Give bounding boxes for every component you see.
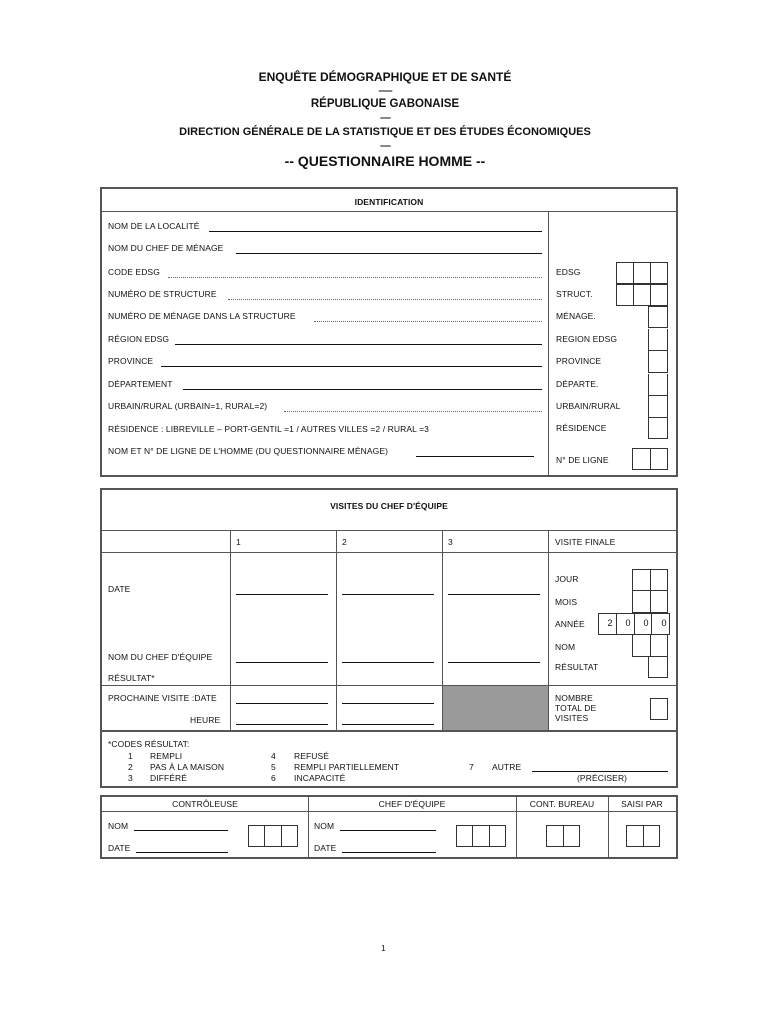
final-day-label: JOUR — [555, 574, 579, 584]
visit-2-chief-field[interactable] — [342, 662, 434, 663]
page-number: 1 — [381, 943, 386, 953]
household-number-label: NUMÉRO DE MÉNAGE DANS LA STRUCTURE — [108, 311, 296, 321]
code-label-departement: DÉPARTE. — [556, 379, 599, 389]
result-code-text: REFUSÉ — [294, 751, 330, 761]
household-head-field[interactable] — [236, 253, 542, 254]
visit-col-final: VISITE FINALE — [555, 537, 616, 547]
next-visit-2-date-field[interactable] — [342, 703, 434, 704]
title-separator: -------- — [378, 86, 392, 95]
result-code-number: 3 — [128, 773, 133, 783]
household-head-label: NOM DU CHEF DE MÉNAGE — [108, 243, 224, 253]
final-name-label: NOM — [555, 642, 576, 652]
result-code-text: REMPLI PARTIELLEMENT — [294, 762, 400, 772]
visits-section — [100, 488, 678, 788]
controller-header: CONTRÔLEUSE — [172, 799, 238, 809]
visit-3-chief-field[interactable] — [448, 662, 540, 663]
result-code-number: 4 — [271, 751, 276, 761]
code-edsg-label: CODE EDSG — [108, 267, 160, 277]
next-visit-1-time-field[interactable] — [236, 724, 328, 725]
result-codes-title: *CODES RÉSULTAT: — [108, 739, 190, 749]
structure-number-label: NUMÉRO DE STRUCTURE — [108, 289, 217, 299]
next-visit-2-time-field[interactable] — [342, 724, 434, 725]
urban-rural-code-box[interactable] — [648, 396, 668, 418]
residence-code-box[interactable] — [648, 417, 668, 439]
department-code-box[interactable] — [648, 374, 668, 396]
chief-name-label: NOM — [314, 821, 335, 831]
result-label: RÉSULTAT* — [108, 673, 155, 683]
result-code-number: 1 — [128, 751, 133, 761]
final-result-label: RÉSULTAT — [555, 662, 599, 672]
locality-field[interactable] — [209, 231, 542, 232]
year-digit: 2 — [607, 618, 613, 628]
team-chief-header: CHEF D'ÉQUIPE — [378, 799, 446, 809]
menage-code-box[interactable] — [648, 306, 668, 328]
survey-title: ENQUÊTE DÉMOGRAPHIQUE ET DE SANTÉ — [258, 70, 512, 84]
man-line-field[interactable] — [416, 456, 534, 457]
code-label-struct: STRUCT. — [556, 289, 593, 299]
result-code-text: DIFFÉRÉ — [150, 773, 188, 783]
province-field[interactable] — [161, 366, 542, 367]
result-code-number: 6 — [271, 773, 276, 783]
final-result-box[interactable] — [648, 656, 668, 678]
controller-name-field[interactable] — [134, 830, 228, 831]
code-label-residence: RÉSIDENCE — [556, 423, 607, 433]
controller-date-label: DATE — [108, 843, 131, 853]
visit-col-3: 3 — [448, 537, 453, 547]
identification-title: IDENTIFICATION — [354, 197, 424, 207]
total-visits-box[interactable] — [650, 698, 668, 720]
title-separator: ------ — [380, 141, 390, 150]
controller-date-field[interactable] — [136, 852, 228, 853]
code-label-province: PROVINCE — [556, 356, 602, 366]
other-result-field[interactable] — [532, 771, 668, 772]
next-visit-1-date-field[interactable] — [236, 703, 328, 704]
department-field[interactable] — [183, 389, 542, 390]
team-chief-label: NOM DU CHEF D'ÉQUIPE — [108, 652, 213, 662]
chief-date-label: DATE — [314, 843, 337, 853]
next-visit-date-label: PROCHAINE VISITE :DATE — [108, 693, 217, 703]
controller-name-label: NOM — [108, 821, 129, 831]
year-digit: 0 — [661, 618, 667, 628]
region-label: RÉGION EDSG — [108, 334, 170, 344]
visit-col-1: 1 — [236, 537, 241, 547]
visit-1-chief-field[interactable] — [236, 662, 328, 663]
final-day-boxes[interactable] — [632, 569, 668, 591]
locality-label: NOM DE LA LOCALITÉ — [108, 221, 200, 231]
controller-code-boxes[interactable] — [248, 825, 298, 847]
entered-by-boxes[interactable] — [626, 825, 660, 847]
code-label-region: REGION EDSG — [556, 334, 618, 344]
urban-rural-label: URBAIN/RURAL (URBAIN=1, RURAL=2) — [108, 401, 268, 411]
direction-title: DIRECTION GÉNÉRALE DE LA STATISTIQUE ET DES ÉTUDES ÉCONOMIQUES — [179, 126, 591, 138]
year-digit: 0 — [643, 618, 649, 628]
result-code-text: PAS À LA MAISON — [150, 762, 225, 772]
line-number-code-boxes[interactable] — [632, 448, 668, 470]
signoff-section — [100, 795, 678, 859]
visit-1-date-field[interactable] — [236, 594, 328, 595]
result-code-text: REMPLI — [150, 751, 183, 761]
title-separator: ------ — [380, 113, 390, 122]
total-visits-label: NOMBRE TOTAL DE VISITES — [555, 693, 597, 723]
result-code-number: 5 — [271, 762, 276, 772]
result-code-number: 2 — [128, 762, 133, 772]
shaded-cell — [443, 686, 548, 730]
struct-code-boxes[interactable] — [616, 284, 668, 306]
entered-by-header: SAISI PAR — [621, 799, 663, 809]
visit-col-2: 2 — [342, 537, 347, 547]
year-digit: 0 — [625, 618, 631, 628]
final-month-label: MOIS — [555, 597, 578, 607]
result-code-text: INCAPACITÉ — [294, 773, 346, 783]
code-label-urban-rural: URBAIN/RURAL — [556, 401, 621, 411]
chief-code-boxes[interactable] — [456, 825, 506, 847]
region-field[interactable] — [175, 344, 542, 345]
final-year-label: ANNÉE — [555, 619, 585, 629]
department-label: DÉPARTEMENT — [108, 379, 173, 389]
region-code-box[interactable] — [648, 329, 668, 351]
visit-date-label: DATE — [108, 584, 131, 594]
edsg-code-boxes[interactable] — [616, 262, 668, 284]
man-line-label: NOM ET N° DE LIGNE DE L'HOMME (DU QUESTIONNAIRE MÉNAGE) — [108, 446, 389, 456]
province-label: PROVINCE — [108, 356, 154, 366]
specify-label: (PRÉCISER) — [577, 773, 628, 783]
office-control-boxes[interactable] — [546, 825, 580, 847]
chief-name-field[interactable] — [340, 830, 436, 831]
final-month-boxes[interactable] — [632, 591, 668, 613]
next-visit-time-label: HEURE — [190, 715, 221, 725]
visits-title: VISITES DU CHEF D'ÉQUIPE — [330, 501, 448, 511]
result-code-other-label: AUTRE — [492, 762, 522, 772]
chief-date-field[interactable] — [342, 852, 436, 853]
code-label-line-number: N° DE LIGNE — [556, 455, 609, 465]
country-title: RÉPUBLIQUE GABONAISE — [310, 98, 460, 110]
final-name-boxes[interactable] — [632, 635, 668, 657]
visit-2-date-field[interactable] — [342, 594, 434, 595]
office-control-header: CONT. BUREAU — [529, 799, 595, 809]
questionnaire-title: -- QUESTIONNAIRE HOMME -- — [284, 153, 486, 169]
code-label-menage: MÉNAGE. — [556, 311, 596, 321]
province-code-box[interactable] — [648, 351, 668, 373]
result-code-number: 7 — [469, 762, 474, 772]
residence-label: RÉSIDENCE : LIBREVILLE – PORT-GENTIL =1 / AUTRES VILLES =2 / RURAL =3 — [108, 424, 429, 434]
code-label-edsg: EDSG — [556, 267, 581, 277]
visit-3-date-field[interactable] — [448, 594, 540, 595]
identification-section — [100, 187, 678, 477]
